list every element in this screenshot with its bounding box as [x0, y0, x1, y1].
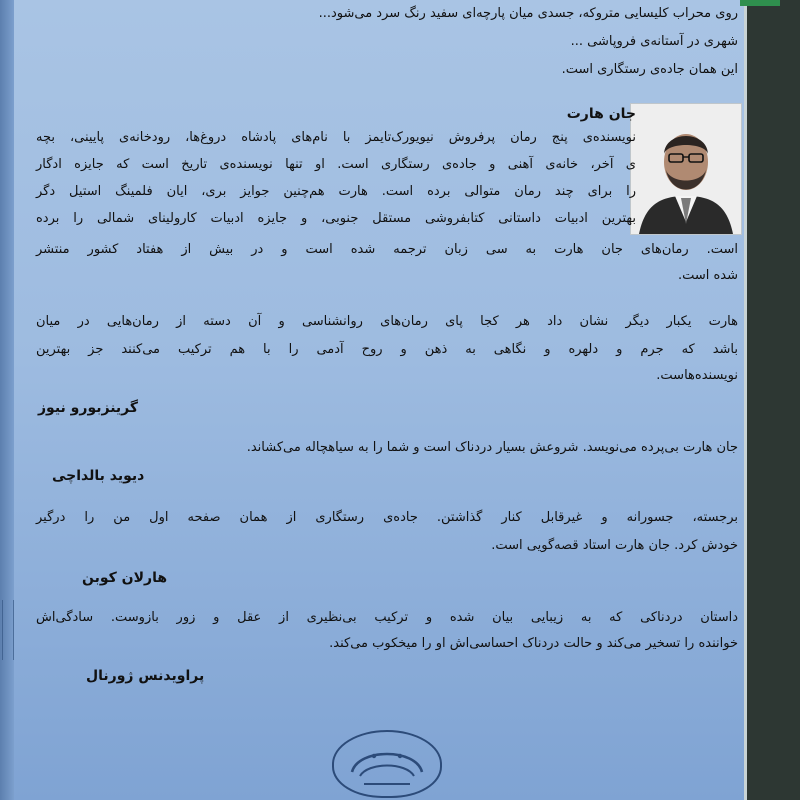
quote-2-source: دیوید بالداچی: [52, 468, 145, 484]
author-bio-line-1: نویسنده‌ی پنج رمان پرفروش نیویورک‌تایمز با نام‌های پادشاه دروغ‌ها، رودخانه‌ی پایینی، بچه: [36, 130, 636, 145]
author-bio-line-3: را برای چند رمان متوالی برده است. هارت هم‌چنین جوایز بری، ایان فلمینگ استیل دگر: [36, 184, 636, 199]
author-name: جان هارت: [566, 106, 636, 122]
quote-1-source: گرینزبورو نیوز: [38, 400, 139, 416]
intro-line-2: شهری در آستانه‌ی فروپاشی ...: [570, 34, 738, 49]
publisher-logo: [332, 730, 442, 798]
quote-3-source: هارلان کوبن: [82, 570, 168, 586]
author-photo: [630, 103, 742, 235]
quote-1-line-3: نویسنده‌هاست.: [656, 368, 738, 383]
author-bio-line-6: شده است.: [677, 268, 738, 283]
author-bio-line-5: است. رمان‌های جان هارت به سی زبان ترجمه شده است و در بیش از هفتاد کشور منتشر: [36, 242, 738, 257]
intro-line-3: این همان جاده‌ی رستگاری است.: [561, 62, 738, 77]
quote-2-line-1: جان هارت بی‌پرده می‌نویسد. شروعش بسیار دردناک است و شما را به سیاهچاله می‌کشاند.: [246, 440, 738, 455]
quote-3-line-2: خودش کرد. جان هارت استاد قصه‌گویی است.: [491, 538, 738, 553]
quote-4-line-1: داستان دردناکی که به زیبایی بیان شده و ترکیب بی‌نظیری از عقل و زور بازوست. سادگی‌اش: [36, 610, 738, 625]
dark-side-strip: [744, 0, 800, 800]
quote-1-line-2: باشد که جرم و دلهره و نگاهی به ذهن و روح آدمی را با هم ترکیب می‌کنند جز بهترین: [36, 342, 738, 357]
author-bio-line-2: ی آخر، خانه‌ی آهنی و جاده‌ی رستگاری است. او تنها نویسنده‌ی تاریخ است که جایزه ادگار: [36, 157, 636, 172]
spine-mark: [2, 600, 14, 660]
quote-3-line-1: برجسته، جسورانه و غیرقابل کنار گذاشتن. جاده‌ی رستگاری از همان صفحه اول من را درگیر: [36, 510, 738, 525]
quote-4-source: پراویدنس ژورنال: [86, 668, 205, 684]
publisher-logo-icon: [334, 732, 440, 796]
quote-1-line-1: هارت یکبار دیگر نشان داد هر کجا پای رمان‌های روانشناسی و آن دسته از رمان‌هایی در میان: [36, 314, 738, 329]
quote-4-line-2: خوانندە را تسخیر می‌کند و حالت دردناک احساسی‌اش او را میخکوب می‌کند.: [329, 636, 738, 651]
top-accent-bar: [740, 0, 780, 6]
intro-line-1: روی محراب کلیسایی متروکه، جسدی میان پارچه‌ای سفید رنگ سرد می‌شود...: [318, 6, 738, 21]
portrait-image: [631, 104, 741, 234]
spine-edge: [0, 0, 14, 800]
author-bio-line-4: بهترین ادبیات داستانی کتابفروشی مستقل جنوبی، و جایزه ادبیات کارولینای شمالی را برده: [36, 211, 636, 226]
